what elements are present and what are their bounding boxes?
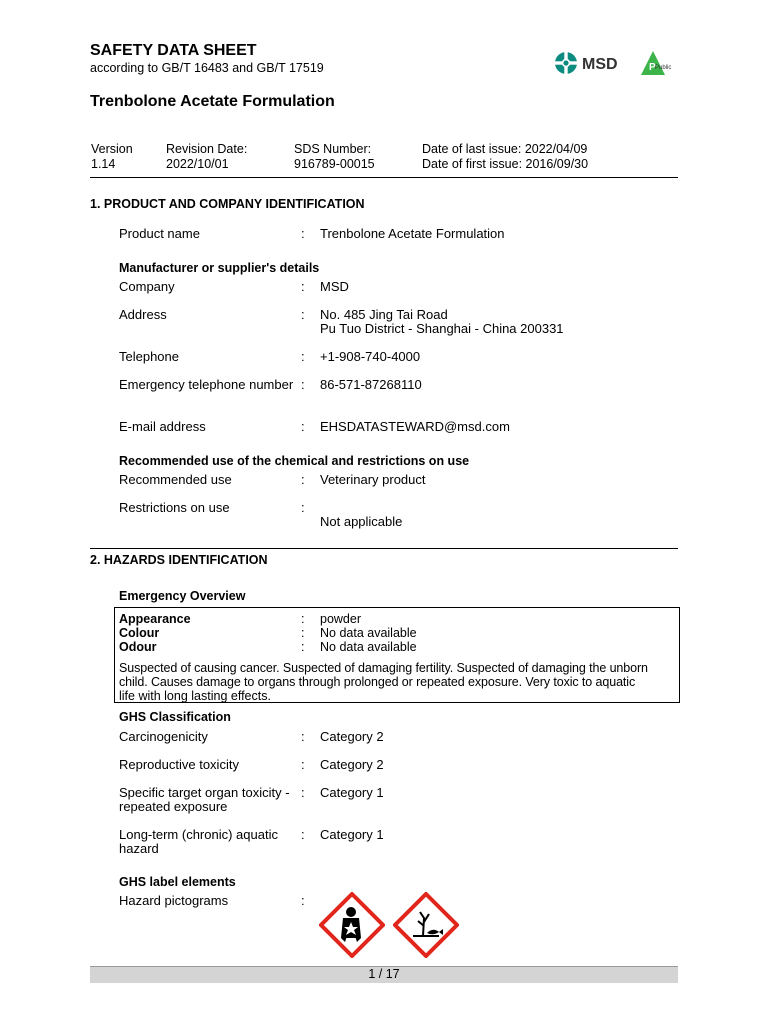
colon: : (301, 500, 305, 515)
emergency-overview-heading: Emergency Overview (119, 589, 246, 603)
ghs-classification-heading: GHS Classification (119, 710, 231, 724)
reproductive-toxicity-value: Category 2 (320, 757, 384, 772)
restrictions-label: Restrictions on use (119, 500, 230, 515)
colon: : (301, 472, 305, 487)
stot-label-line2: repeated exposure (119, 799, 228, 814)
health-hazard-pictogram-icon (319, 892, 385, 958)
telephone-label: Telephone (119, 349, 179, 364)
version-value: 1.14 (91, 157, 116, 171)
overview-text-line3: life with long lasting effects. (119, 689, 271, 703)
company-label: Company (119, 279, 175, 294)
emergency-phone-value: 86-571-87268110 (320, 377, 422, 392)
sds-number-value: 916789-00015 (294, 157, 375, 171)
email-value: EHSDATASTEWARD@msd.com (320, 419, 510, 434)
section-divider (90, 548, 678, 549)
recommended-use-value: Veterinary product (320, 472, 426, 487)
carcinogenicity-label: Carcinogenicity (119, 729, 208, 744)
product-name-label: Product name (119, 226, 200, 241)
carcinogenicity-value: Category 2 (320, 729, 384, 744)
msd-emblem-icon (554, 51, 579, 76)
version-label: Version (91, 142, 133, 156)
first-issue-date: Date of first issue: 2016/09/30 (422, 157, 589, 171)
document-subtitle: according to GB/T 16483 and GB/T 17519 (90, 61, 324, 75)
address-line2: Pu Tuo District - Shanghai - China 200331 (320, 321, 564, 336)
svg-text:P: P (649, 62, 656, 73)
sds-number-label: SDS Number: (294, 142, 372, 156)
public-badge-icon (641, 51, 665, 75)
colon: : (301, 640, 305, 654)
aquatic-hazard-value: Category 1 (320, 827, 384, 842)
appearance-value: powder (320, 612, 361, 626)
aquatic-hazard-label-line2: hazard (119, 841, 159, 856)
ghs-label-elements-heading: GHS label elements (119, 875, 236, 889)
last-issue-date: Date of last issue: 2022/04/09 (422, 142, 588, 156)
colon: : (301, 893, 305, 908)
colon: : (301, 377, 305, 392)
colon: : (301, 349, 305, 364)
environment-hazard-pictogram-icon (393, 892, 459, 958)
colon: : (301, 226, 305, 241)
colon: : (301, 612, 305, 626)
stot-label-line1: Specific target organ toxicity - (119, 785, 290, 800)
msd-logo (553, 49, 683, 79)
emergency-phone-label: Emergency telephone number (119, 377, 294, 392)
colon: : (301, 626, 305, 640)
colon: : (301, 307, 305, 322)
recommended-use-label: Recommended use (119, 472, 232, 487)
revision-date-value: 2022/10/01 (166, 157, 229, 171)
page-number: 1 / 17 (368, 967, 400, 981)
overview-text-line2: child. Causes damage to organs through prolonged or repeated exposure. Very toxic to aquatic (119, 675, 636, 689)
appearance-label: Appearance (119, 612, 191, 626)
revision-date-label: Revision Date: (166, 142, 248, 156)
msd-wordmark: MSD (582, 56, 618, 73)
aquatic-hazard-label-line1: Long-term (chronic) aquatic (119, 827, 278, 842)
manufacturer-heading: Manufacturer or supplier's details (119, 261, 320, 275)
email-label: E-mail address (119, 419, 206, 434)
reproductive-toxicity-label: Reproductive toxicity (119, 757, 239, 772)
colon: : (301, 827, 305, 842)
product-title: Trenbolone Acetate Formulation (90, 93, 335, 110)
telephone-value: +1-908-740-4000 (320, 349, 421, 364)
colour-label: Colour (119, 626, 160, 640)
overview-text-line1: Suspected of causing cancer. Suspected of damaging fertility. Suspected of damaging the unborn (119, 661, 648, 675)
colon: : (301, 419, 305, 434)
address-label: Address (119, 307, 167, 322)
colon: : (301, 757, 305, 772)
product-name-value: Trenbolone Acetate Formulation (320, 226, 505, 241)
hazard-pictograms-label: Hazard pictograms (119, 893, 229, 908)
odour-value: No data available (320, 640, 417, 654)
restrictions-value: Not applicable (320, 514, 403, 529)
header-divider (90, 177, 678, 178)
odour-label: Odour (119, 640, 157, 654)
colon: : (301, 279, 305, 294)
address-line1: No. 485 Jing Tai Road (320, 307, 448, 322)
company-value: MSD (320, 279, 349, 294)
colour-value: No data available (320, 626, 417, 640)
section2-heading: 2. HAZARDS IDENTIFICATION (90, 553, 268, 567)
section1-heading: 1. PRODUCT AND COMPANY IDENTIFICATION (90, 197, 365, 211)
colon: : (301, 729, 305, 744)
document-title: SAFETY DATA SHEET (90, 42, 257, 59)
recommended-use-heading: Recommended use of the chemical and restrictions on use (119, 454, 470, 468)
colon: : (301, 785, 305, 800)
public-badge-label: Public (655, 65, 672, 71)
stot-value: Category 1 (320, 785, 384, 800)
